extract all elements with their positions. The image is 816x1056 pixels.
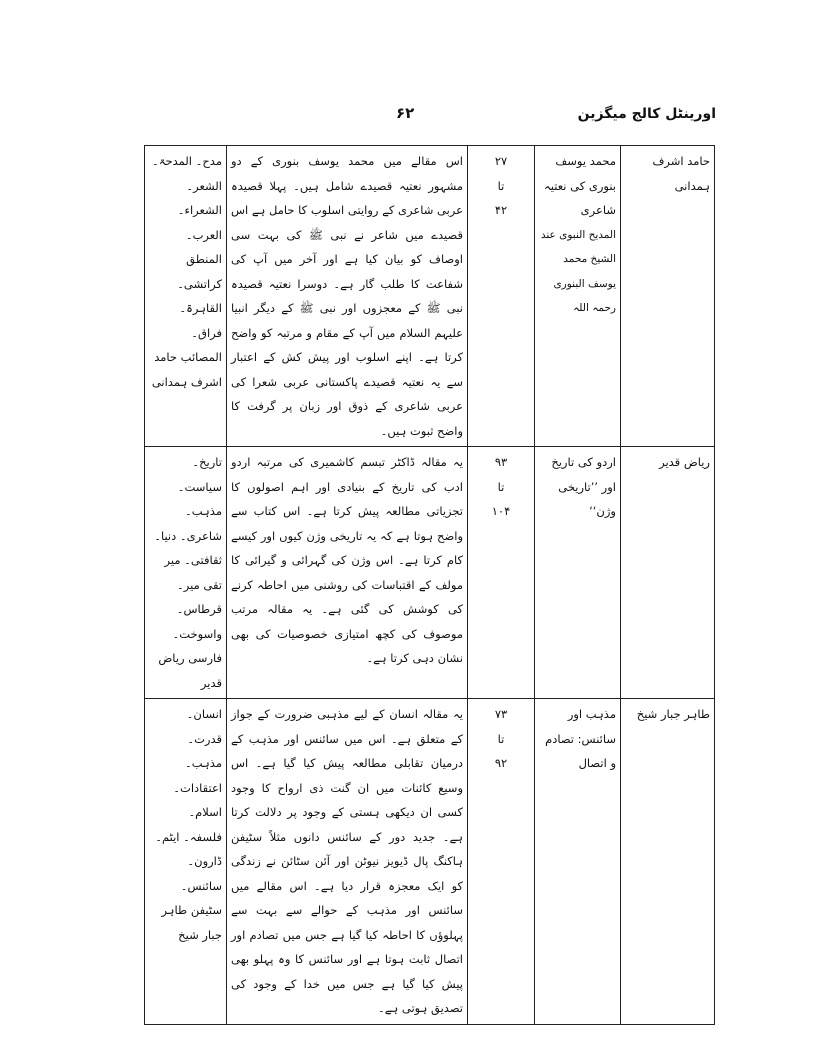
author-cell: طاہر جبار شیخ <box>621 699 715 1025</box>
title-arabic: المدیح النبوی عند الشیخ محمد یوسف البنوری رحمہ اللہ <box>540 228 616 314</box>
abstract-cell: یہ مقالہ ڈاکٹر تبسم کاشمیری کی مرتبہ اردو ادب کی تاریخ کے بنیادی اور اہم اصولوں کا تجزیاتی مطالعہ پیش کرتا ہے۔ اس کتاب سے واضح ہوتا ہے کہ یہ تاریخی وژن کیوں اور کیسے کام کرتا ہے۔ اس وژن کی گہرائی و گیرائی کا مولف کے اقتباسات کی روشنی میں احاطہ کرنے کی کوشش کی گئی ہے۔ یہ مقالہ مرتب موصوف کی کچھ امتیازی خصوصیات کی بھی نشان دہی کرتا ہے۔ <box>227 447 468 699</box>
pages-cell <box>468 699 535 1025</box>
pages-from: ۹۳ <box>494 455 508 469</box>
title-cell <box>535 447 621 699</box>
pages-to-marker: تا <box>497 178 505 193</box>
title-urdu: اردو کی تاریخ اور ’’تاریخی وژن‘‘ <box>551 455 616 518</box>
page-header <box>0 104 816 132</box>
title-cell <box>535 699 621 1025</box>
page-number: ۶۲ <box>396 104 415 122</box>
journal-title: اورینٹل کالج میگزین <box>577 106 716 122</box>
pages-to-marker: تا <box>497 479 505 494</box>
pages-to: ۱۰۴ <box>491 504 511 518</box>
keywords-cell: تاریخ۔ سیاست۔ مذہب۔ شاعری۔ دنیا۔ ثقافتی۔ میر تقی میر۔ قرطاس۔ واسوخت۔ فارسی ریاض قدیر <box>145 447 227 699</box>
table-row <box>145 699 715 1025</box>
pages-cell <box>468 146 535 447</box>
table-row <box>145 146 715 447</box>
keywords-cell: مدح۔ المدحۃ۔ الشعر۔ الشعراء۔ العرب۔ المنطق کراتشی۔ القاہرۃ۔ فراق۔ المصائب حامد اشرف ہمدانی <box>145 146 227 447</box>
author-cell: ریاض قدیر <box>621 447 715 699</box>
pages-cell <box>468 447 535 699</box>
table-row <box>145 447 715 699</box>
pages-from: ۷۳ <box>494 707 508 721</box>
pages-to: ۹۲ <box>494 756 508 770</box>
article-index-table <box>144 145 715 1025</box>
abstract-cell: اس مقالے میں محمد یوسف بنوری کے دو مشہور نعتیہ قصیدے شامل ہیں۔ پہلا قصیدہ عربی شاعری کے روایتی اسلوب کا حامل ہے اس قصیدے میں شاعر نے نبی ﷺ کی بہت سی اوصاف کو بیان کیا ہے اور آخر میں آپ کی شفاعت کا طلب گار ہے۔ دوسرا نعتیہ قصیدہ نبی ﷺ کے معجزوں اور نبی ﷺ کے دیگر انبیا علیہم السلام میں آپ کے مقام و مرتبہ کو واضح کرتا ہے۔ اپنے اسلوب اور پیش کش کے اعتبار سے یہ نعتیہ قصیدے پاکستانی عربی شعرا کی عربی شاعری کے ذوق اور زبان پر گرفت کا واضح ثبوت ہیں۔ <box>227 146 468 447</box>
pages-to-marker: تا <box>497 731 505 746</box>
title-cell <box>535 146 621 447</box>
keywords-cell: انسان۔ قدرت۔ مذہب۔ اعتقادات۔ اسلام۔ فلسفہ۔ ایٹم۔ ڈارون۔ سائنس۔ سٹیفن طاہر جبار شیخ <box>145 699 227 1025</box>
title-urdu: محمد یوسف بنوری کی نعتیہ شاعری <box>544 154 616 217</box>
pages-to: ۴۲ <box>494 203 508 217</box>
abstract-cell: یہ مقالہ انسان کے لیے مذہبی ضرورت کے جواز کے متعلق ہے۔ اس میں سائنس اور مذہب کے درمیان تقابلی مطالعہ پیش کیا گیا ہے۔ اس وسیع کائنات میں ان گنت ذی ارواح کا وجود کسی ان دیکھی ہستی کے وجود پر دلالت کرتا ہے۔ جدید دور کے سائنس دانوں مثلاً سٹیفن ہاکنگ پال ڈیویز نیوٹن اور آئن سٹائن نے زندگی کو ایک معجزہ قرار دیا ہے۔ اس مقالے میں سائنس اور مذہب کے حوالے سے بہت سے پہلوؤں کا احاطہ کیا گیا ہے جس میں تصادم اور اتصال ثابت ہوتا ہے اور سائنس کا وہ پہلو بھی پیش کیا گیا ہے جس میں خدا کے وجود کی تصدیق ہوتی ہے۔ <box>227 699 468 1025</box>
title-urdu: مذہب اور سائنس: تصادم و اتصال <box>545 707 616 770</box>
author-cell: حامد اشرف ہمدانی <box>621 146 715 447</box>
pages-from: ۲۷ <box>494 154 508 168</box>
